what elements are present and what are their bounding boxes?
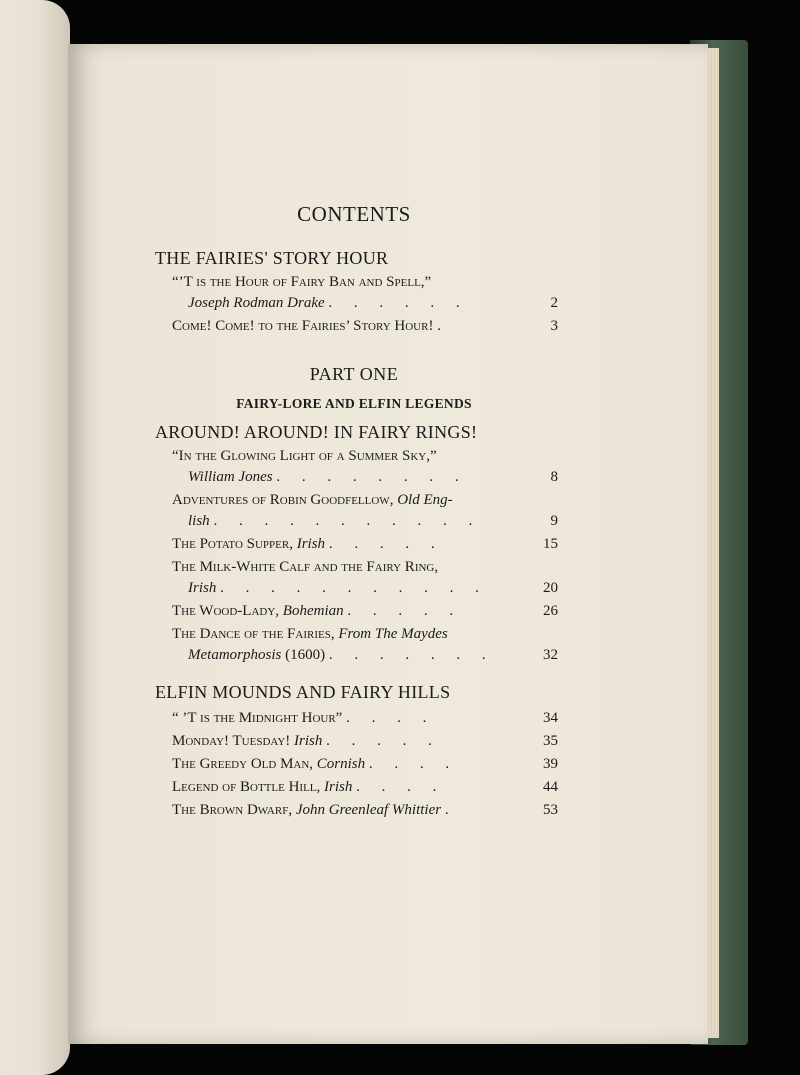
entry-author: Cornish xyxy=(316,756,366,772)
contents-list xyxy=(68,44,708,1044)
entry-line xyxy=(172,779,445,796)
entry-line xyxy=(172,710,435,727)
entry-author: Metamorphosis xyxy=(188,647,282,663)
entry-author: William Jones xyxy=(188,469,273,485)
entry-author: Bohemian xyxy=(282,603,344,619)
entry-line xyxy=(172,603,462,620)
entry-line xyxy=(172,626,448,643)
dot-leader: . . . . xyxy=(356,779,446,795)
entry-line xyxy=(172,318,450,335)
page-number: 20 xyxy=(543,580,558,596)
dot-leader: . xyxy=(444,802,458,818)
dot-leader: . . . . . xyxy=(347,603,463,619)
page-number: 3 xyxy=(550,318,558,334)
entry-author: lish xyxy=(188,513,210,529)
part-heading: PART ONE xyxy=(309,364,399,384)
entry-date: (1600) xyxy=(285,647,326,663)
entry-title: Adventures of Robin Goodfellow, xyxy=(172,492,394,508)
entry-author: Irish xyxy=(296,536,326,552)
dot-leader: . xyxy=(437,318,450,334)
entry-title: Monday! Tuesday! xyxy=(172,733,291,749)
entry-author: Old Eng- xyxy=(397,492,453,508)
entry-author-line xyxy=(188,513,481,530)
dot-leader: . . . . . xyxy=(326,733,441,749)
entry-author-line xyxy=(188,469,468,486)
dot-leader: . . . . xyxy=(346,710,436,726)
page-number: 26 xyxy=(543,603,558,619)
entry-author-line xyxy=(188,580,488,597)
entry-title: The Potato Supper, xyxy=(172,536,293,552)
page-number: 39 xyxy=(543,756,558,772)
dot-leader: . . . . . . . . . . . xyxy=(220,580,488,596)
page-number: 53 xyxy=(543,802,558,818)
entry-line xyxy=(172,756,458,773)
section-heading: THE FAIRIES' STORY HOUR xyxy=(155,248,389,268)
entry-title: Legend of Bottle Hill, xyxy=(172,779,321,795)
entry-title: The Milk-White Calf and the Fairy Ring, xyxy=(172,559,439,575)
page-number: 32 xyxy=(543,647,558,663)
page-number: 9 xyxy=(550,513,558,529)
entry-title: “’T is the Hour of Fairy Ban and Spell,” xyxy=(172,274,432,290)
page-number: 2 xyxy=(550,295,558,311)
section-heading: AROUND! AROUND! IN FAIRY RINGS! xyxy=(155,422,478,442)
page-number: 35 xyxy=(543,733,558,749)
dot-leader: . . . . . xyxy=(328,536,444,552)
dot-leader: . . . . . . . . xyxy=(276,469,468,485)
entry-title: The Brown Dwarf, xyxy=(172,802,293,818)
dot-leader: . . . . . . xyxy=(328,295,469,311)
entry-title: The Wood-Lady, xyxy=(172,603,280,619)
entry-author: Irish xyxy=(324,779,353,795)
page-title: CONTENTS xyxy=(297,202,411,226)
entry-title: Come! Come! to the Fairies’ Story Hour! xyxy=(172,318,434,334)
dot-leader: . . . . xyxy=(368,756,459,772)
entry-author-line xyxy=(188,295,469,312)
entry-author: Irish xyxy=(188,580,217,596)
entry-title: The Dance of the Fairies, xyxy=(172,626,335,642)
facing-page xyxy=(0,0,70,1075)
entry-title: “ ’T is the Midnight Hour” xyxy=(172,710,343,726)
dot-leader: . . . . . . . . . . . xyxy=(213,513,482,529)
entry-line xyxy=(172,733,441,750)
dot-leader: . . . . . . . xyxy=(328,647,495,663)
entry-line xyxy=(172,492,453,509)
entry-author: John Greenleaf Whittier xyxy=(295,802,442,818)
entry-title: The Greedy Old Man, xyxy=(172,756,314,772)
page-number: 8 xyxy=(550,469,558,485)
entry-line xyxy=(172,536,444,553)
page-number: 34 xyxy=(543,710,558,726)
page-number: 15 xyxy=(543,536,558,552)
entry-line xyxy=(172,802,458,819)
section-heading: ELFIN MOUNDS AND FAIRY HILLS xyxy=(155,682,451,702)
entry-title: “In the Glowing Light of a Summer Sky,” xyxy=(172,448,437,464)
page-number: 44 xyxy=(543,779,558,795)
entry-author: Joseph Rodman Drake xyxy=(188,295,325,311)
entry-author-line xyxy=(188,647,495,664)
entry-author: Irish xyxy=(294,733,323,749)
book-page xyxy=(68,44,708,1044)
part-subtitle: FAIRY-LORE AND ELFIN LEGENDS xyxy=(236,396,472,411)
entry-author: From The Maydes xyxy=(338,626,448,642)
